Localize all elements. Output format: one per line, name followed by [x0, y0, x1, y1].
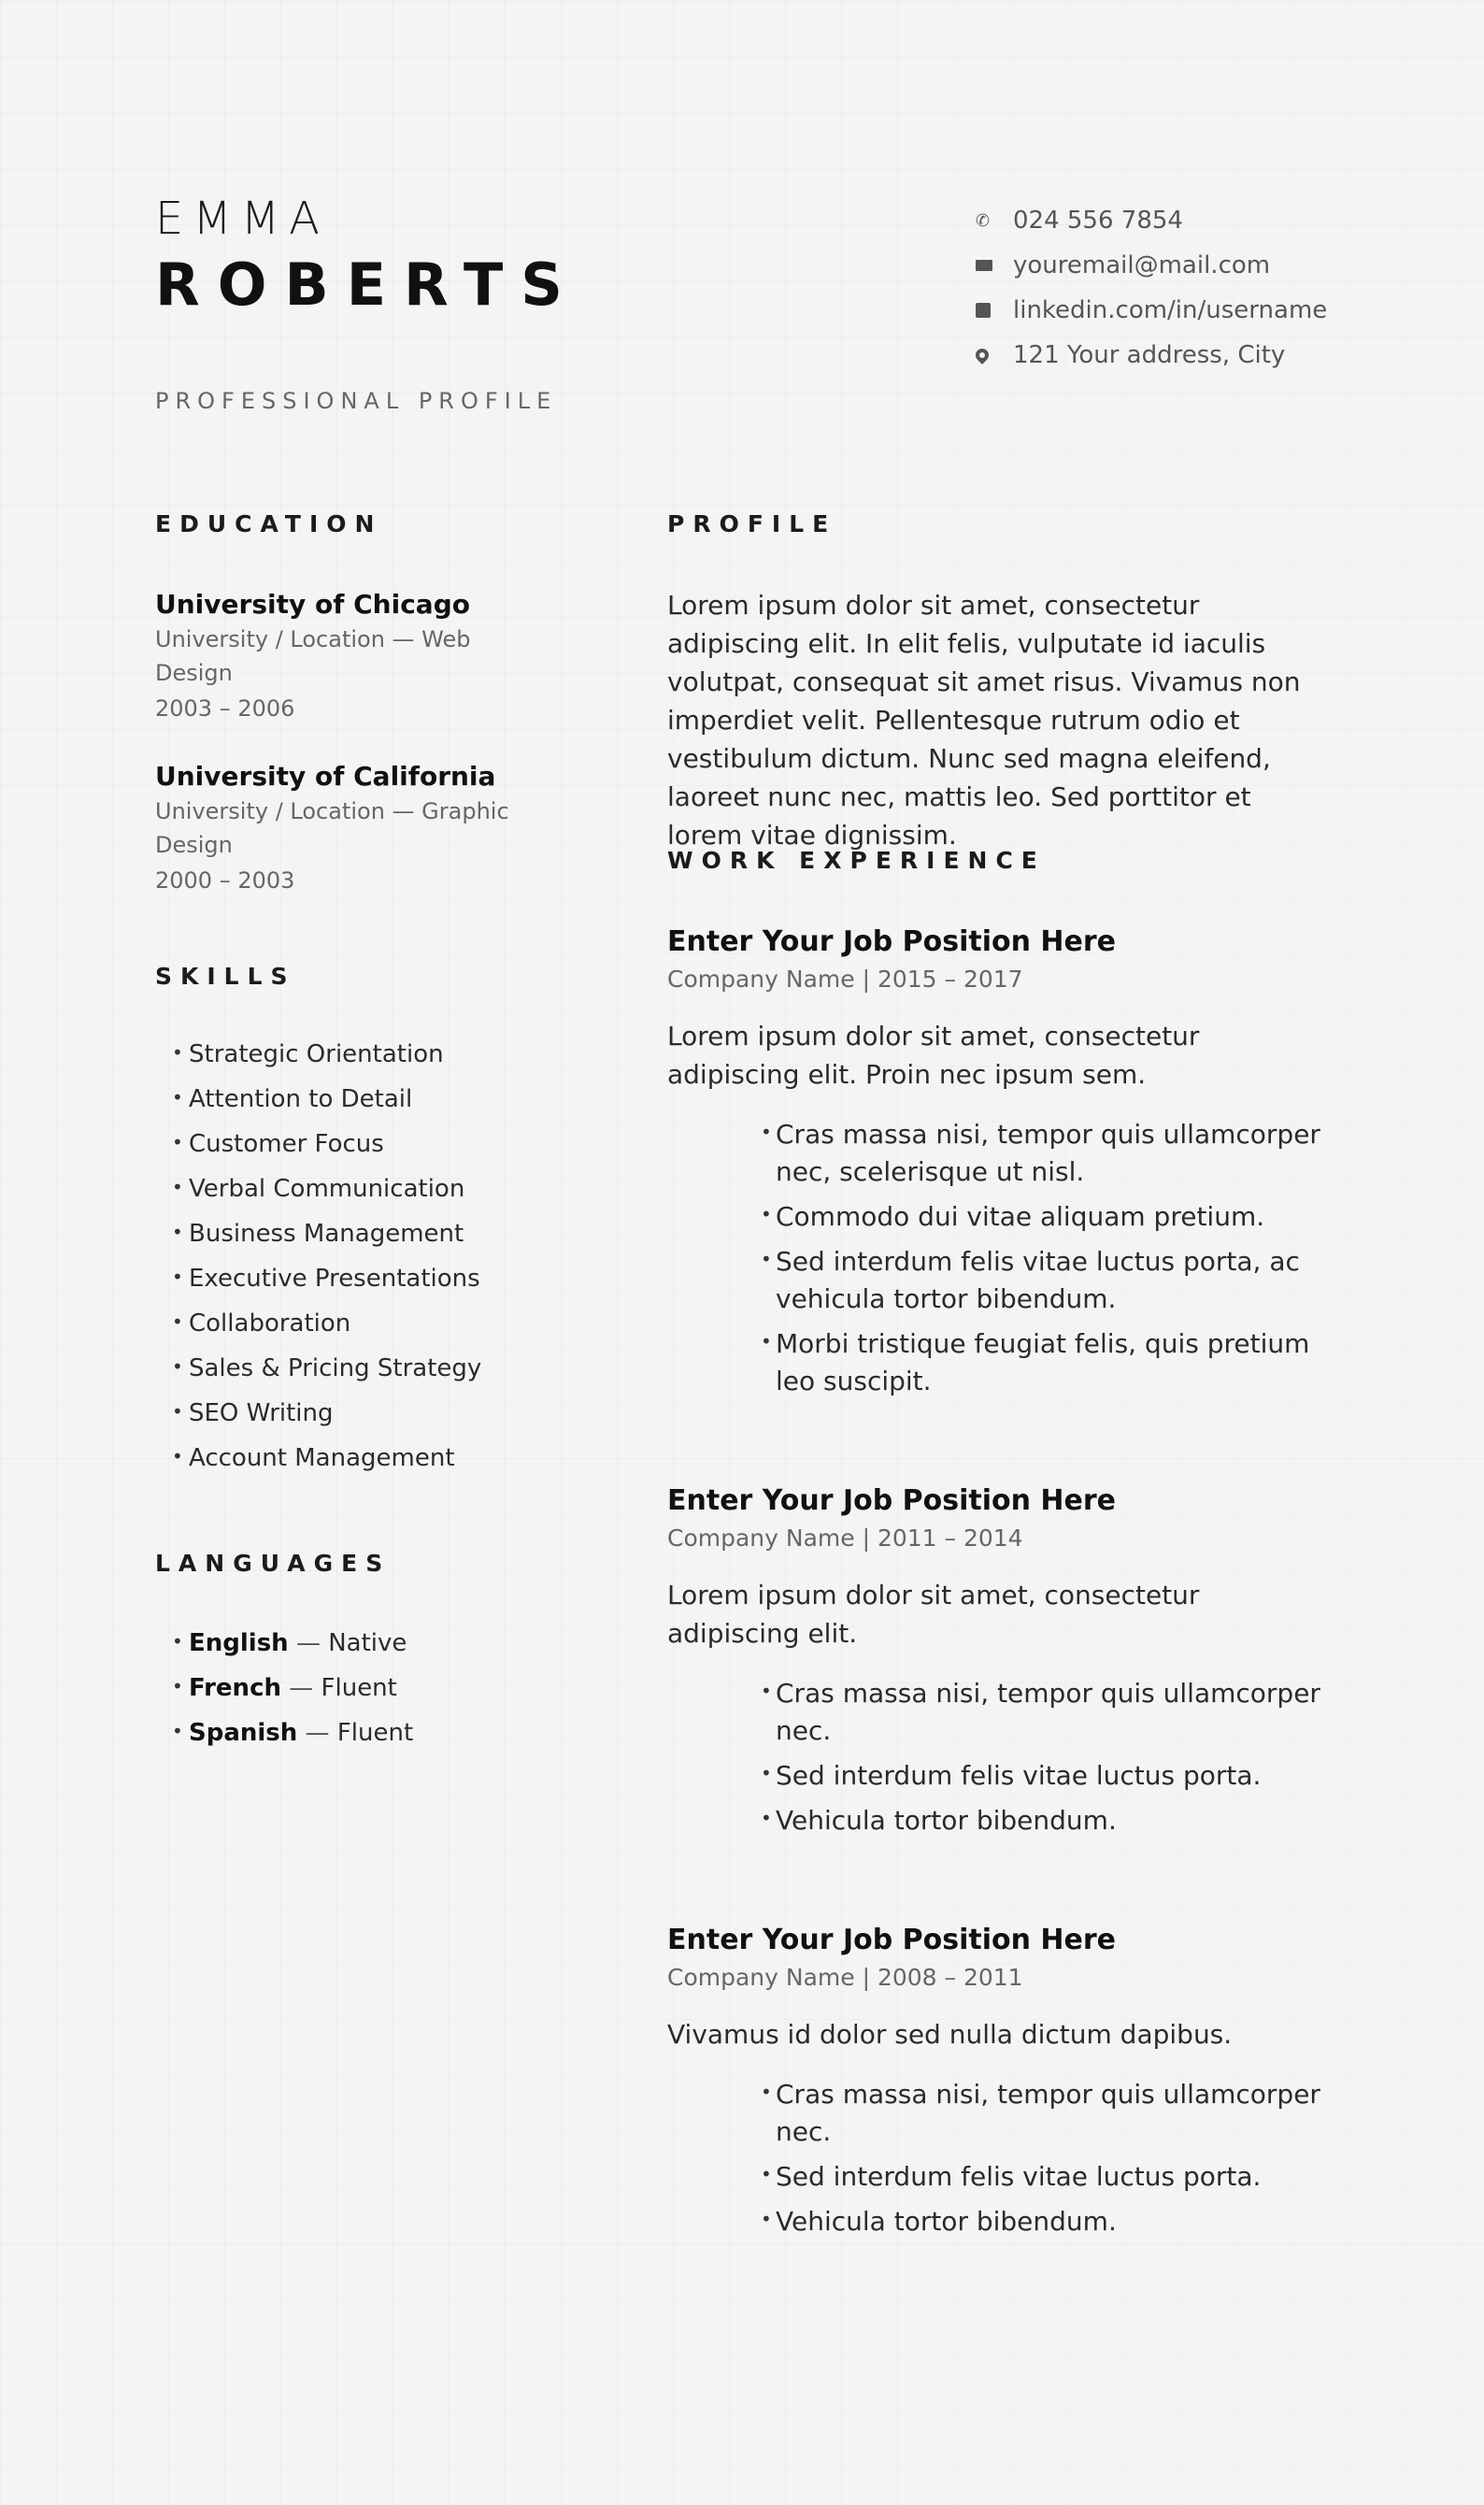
last-name: ROBERTS: [155, 250, 580, 319]
address-text: 121 Your address, City: [1013, 341, 1286, 369]
job-bullet: • Cras massa nisi, tempor quis ullamcorper nec.: [761, 1675, 1331, 1750]
skill-item: • Executive Presentations: [155, 1256, 585, 1301]
profile-text: Lorem ipsum dolor sit amet, consectetur adipiscing elit. In elit felis, vulputate id iaculis volutpat, consequat sit amet risus. Vivamus non imperdiet velit. Pellentesque rutrum odio et vestibulum dictum. Nunc sed magna eleifend, laoreet nunc nec, mattis leo. Sed porttitor et lorem vitae dignissim.: [667, 590, 1301, 851]
language-item: [155, 1666, 585, 1711]
job-title: Enter Your Job Position Here: [667, 1924, 1117, 1956]
language-name: Spanish: [189, 1719, 298, 1747]
job-bullet: • Vehicula tortor bibendum.: [761, 1802, 1331, 1839]
job-company: Company Name | 2015 – 2017: [667, 966, 1023, 993]
skill-item: • Account Management: [155, 1436, 585, 1481]
education-years: 2003 – 2006: [155, 695, 295, 722]
education-desc: University / Location — Web Design: [155, 626, 471, 686]
job-bullet: • Sed interdum felis vitae luctus porta.: [761, 2158, 1331, 2196]
first-name: EMMA: [155, 193, 329, 245]
email-text[interactable]: youremail@mail.com: [1013, 251, 1271, 279]
job-bullet: • Sed interdum felis vitae luctus porta, ac vehicula tortor bibendum.: [761, 1243, 1331, 1318]
language-sep: —: [297, 1719, 337, 1747]
job-title: Enter Your Job Position Here: [667, 1484, 1117, 1517]
education-item: [155, 759, 585, 899]
mail-icon: [976, 260, 1013, 271]
language-item: [155, 1621, 585, 1666]
contact-address: [976, 333, 1462, 378]
skill-item: • Sales & Pricing Strategy: [155, 1346, 585, 1391]
education-years: 2000 – 2003: [155, 867, 295, 894]
skill-item: • SEO Writing: [155, 1391, 585, 1436]
job-company: Company Name | 2011 – 2014: [667, 1524, 1023, 1552]
skill-item: • Business Management: [155, 1211, 585, 1256]
linkedin-icon: [976, 303, 1013, 318]
education-list: [155, 587, 585, 931]
job-entry: [667, 1922, 1331, 2248]
job-bullets: [761, 1675, 1331, 1839]
job-bullet: • Cras massa nisi, tempor quis ullamcorper nec.: [761, 2076, 1331, 2151]
language-name: French: [189, 1674, 281, 1702]
skill-item: • Attention to Detail: [155, 1077, 585, 1122]
job-company: Company Name | 2008 – 2011: [667, 1964, 1023, 1991]
linkedin-text[interactable]: linkedin.com/in/username: [1013, 296, 1328, 324]
job-description: Lorem ipsum dolor sit amet, consectetur adipiscing elit.: [667, 1580, 1200, 1649]
education-title: University of California: [155, 761, 496, 792]
location-icon: [976, 349, 1013, 362]
job-bullets: [761, 1116, 1331, 1400]
job-description: Lorem ipsum dolor sit amet, consectetur adipiscing elit. Proin nec ipsum sem.: [667, 1021, 1200, 1090]
language-item: [155, 1711, 585, 1755]
languages-list: [155, 1621, 585, 1755]
skills-list: [155, 1032, 585, 1481]
languages-heading: LANGUAGES: [155, 1550, 392, 1577]
language-sep: —: [288, 1629, 329, 1657]
skills-heading: SKILLS: [155, 963, 296, 990]
language-level: Fluent: [321, 1674, 397, 1702]
language-name: English: [189, 1629, 289, 1657]
contact-phone: [976, 198, 1462, 243]
job-description: Vivamus id dolor sed nulla dictum dapibus.: [667, 2019, 1233, 2050]
professional-profile-tagline: PROFESSIONAL PROFILE: [155, 388, 558, 414]
job-bullet: • Vehicula tortor bibendum.: [761, 2203, 1331, 2240]
contact-email[interactable]: [976, 243, 1462, 288]
job-bullet: • Cras massa nisi, tempor quis ullamcorper nec, scelerisque ut nisl.: [761, 1116, 1331, 1191]
job-bullet: • Commodo dui vitae aliquam pretium.: [761, 1198, 1331, 1236]
language-sep: —: [281, 1674, 321, 1702]
language-level: Native: [328, 1629, 407, 1657]
job-bullet: • Sed interdum felis vitae luctus porta.: [761, 1757, 1331, 1795]
contact-block: [976, 198, 1462, 378]
phone-icon: ✆: [976, 210, 991, 231]
profile-heading: PROFILE: [667, 510, 837, 537]
skill-item: • Customer Focus: [155, 1122, 585, 1167]
work-experience-heading: WORK EXPERIENCE: [667, 847, 1046, 874]
education-item: [155, 587, 585, 727]
job-entry: [667, 1482, 1331, 1847]
education-heading: EDUCATION: [155, 510, 383, 537]
job-bullet: • Morbi tristique feugiat felis, quis pretium leo suscipit.: [761, 1325, 1331, 1400]
skill-item: • Strategic Orientation: [155, 1032, 585, 1077]
job-bullets: [761, 2076, 1331, 2240]
job-entry: [667, 923, 1331, 1408]
language-level: Fluent: [336, 1719, 414, 1747]
phone-text: 024 556 7854: [1013, 207, 1183, 235]
education-desc: University / Location — Graphic Design: [155, 798, 509, 858]
job-title: Enter Your Job Position Here: [667, 925, 1117, 958]
education-title: University of Chicago: [155, 589, 470, 620]
contact-linkedin[interactable]: [976, 288, 1462, 333]
skill-item: • Collaboration: [155, 1301, 585, 1346]
skill-item: • Verbal Communication: [155, 1167, 585, 1211]
